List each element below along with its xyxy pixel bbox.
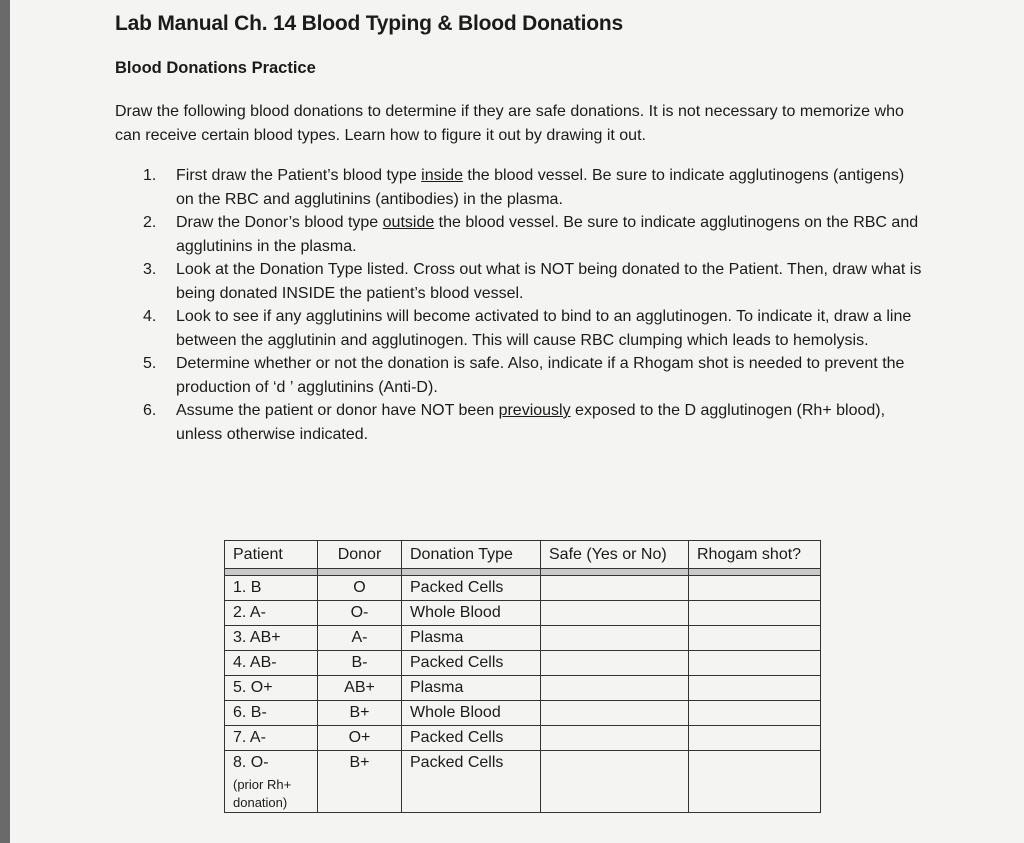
patient-cell: 1. B xyxy=(225,576,318,601)
scan-edge xyxy=(0,0,10,843)
page-title: Lab Manual Ch. 14 Blood Typing & Blood Donations xyxy=(115,12,623,35)
header-donor: Donor xyxy=(318,541,402,569)
rhogam-cell[interactable] xyxy=(689,751,821,813)
donor-cell: B- xyxy=(318,651,402,676)
table-row xyxy=(225,726,821,751)
donation-type-cell: Plasma xyxy=(402,676,541,701)
safe-cell[interactable] xyxy=(541,651,689,676)
table-row xyxy=(225,651,821,676)
table-row xyxy=(225,701,821,726)
header-patient: Patient xyxy=(225,541,318,569)
donor-cell: A- xyxy=(318,626,402,651)
list-item: 6. Assume the patient or donor have NOT been previously exposed to the D agglutinogen (Rh+ blood), unless otherwise indicated. xyxy=(143,402,886,443)
safe-cell[interactable] xyxy=(541,701,689,726)
donor-cell: B+ xyxy=(318,701,402,726)
table-divider xyxy=(225,569,821,576)
donation-type-cell: Packed Cells xyxy=(402,576,541,601)
list-item: 5. Determine whether or not the donation is safe. Also, indicate if a Rhogam shot is needed to prevent the production of ‘d ’ agglutinins (Anti-D). xyxy=(143,355,905,396)
instruction-list xyxy=(143,164,923,446)
rhogam-cell[interactable] xyxy=(689,651,821,676)
safe-cell[interactable] xyxy=(541,751,689,813)
donation-type-cell: Packed Cells xyxy=(402,751,541,813)
list-item: 4. Look to see if any agglutinins will become activated to bind to an agglutinogen. To indicate it, draw a line between the agglutinin and agglutinogen. This will cause RBC clumping which leads to hemolysis. xyxy=(143,308,912,349)
donor-cell: AB+ xyxy=(318,676,402,701)
donation-type-cell: Packed Cells xyxy=(402,726,541,751)
table-row xyxy=(225,676,821,701)
safe-cell[interactable] xyxy=(541,626,689,651)
rhogam-cell[interactable] xyxy=(689,676,821,701)
patient-value: 8. O- xyxy=(233,754,269,771)
table-row xyxy=(225,751,821,813)
list-item: 3. Look at the Donation Type listed. Cross out what is NOT being donated to the Patient. Then, draw what is being donated INSIDE the patient’s blood vessel. xyxy=(143,261,922,302)
donation-type-cell: Whole Blood xyxy=(402,601,541,626)
table-row xyxy=(225,601,821,626)
safe-cell[interactable] xyxy=(541,601,689,626)
patient-cell: 3. AB+ xyxy=(225,626,318,651)
patient-cell: 2. A- xyxy=(225,601,318,626)
rhogam-cell[interactable] xyxy=(689,576,821,601)
rhogam-cell[interactable] xyxy=(689,601,821,626)
patient-cell: 6. B- xyxy=(225,701,318,726)
header-donation-type: Donation Type xyxy=(402,541,541,569)
patient-cell: 7. A- xyxy=(225,726,318,751)
list-item: 2. Draw the Donor’s blood type outside the blood vessel. Be sure to indicate agglutinogens on the RBC and agglutinins in the plasma. xyxy=(143,214,919,255)
patient-note: (prior Rh+ donation) xyxy=(233,777,292,810)
list-item: 1. First draw the Patient’s blood type inside the blood vessel. Be sure to indicate agglutinogens (antigens) on the RBC and agglutinins (antibodies) in the plasma. xyxy=(143,167,905,208)
table-header-row xyxy=(225,541,821,569)
safe-cell[interactable] xyxy=(541,726,689,751)
donor-cell: O xyxy=(318,576,402,601)
intro-paragraph: Draw the following blood donations to determine if they are safe donations. It is not necessary to memorize who can receive certain blood types. Learn how to figure it out by drawing it out. xyxy=(115,103,904,144)
rhogam-cell[interactable] xyxy=(689,701,821,726)
donation-type-cell: Packed Cells xyxy=(402,651,541,676)
patient-cell: 4. AB- xyxy=(225,651,318,676)
donation-type-cell: Plasma xyxy=(402,626,541,651)
table-row xyxy=(225,626,821,651)
donor-cell: B+ xyxy=(318,751,402,813)
table-row xyxy=(225,576,821,601)
donation-type-cell: Whole Blood xyxy=(402,701,541,726)
header-safe: Safe (Yes or No) xyxy=(541,541,689,569)
section-title: Blood Donations Practice xyxy=(115,59,316,77)
rhogam-cell[interactable] xyxy=(689,726,821,751)
donor-cell: O- xyxy=(318,601,402,626)
safe-cell[interactable] xyxy=(541,576,689,601)
patient-cell xyxy=(225,751,318,813)
rhogam-cell[interactable] xyxy=(689,626,821,651)
donation-table xyxy=(224,540,821,813)
donor-cell: O+ xyxy=(318,726,402,751)
patient-cell: 5. O+ xyxy=(225,676,318,701)
header-rhogam: Rhogam shot? xyxy=(689,541,821,569)
safe-cell[interactable] xyxy=(541,676,689,701)
